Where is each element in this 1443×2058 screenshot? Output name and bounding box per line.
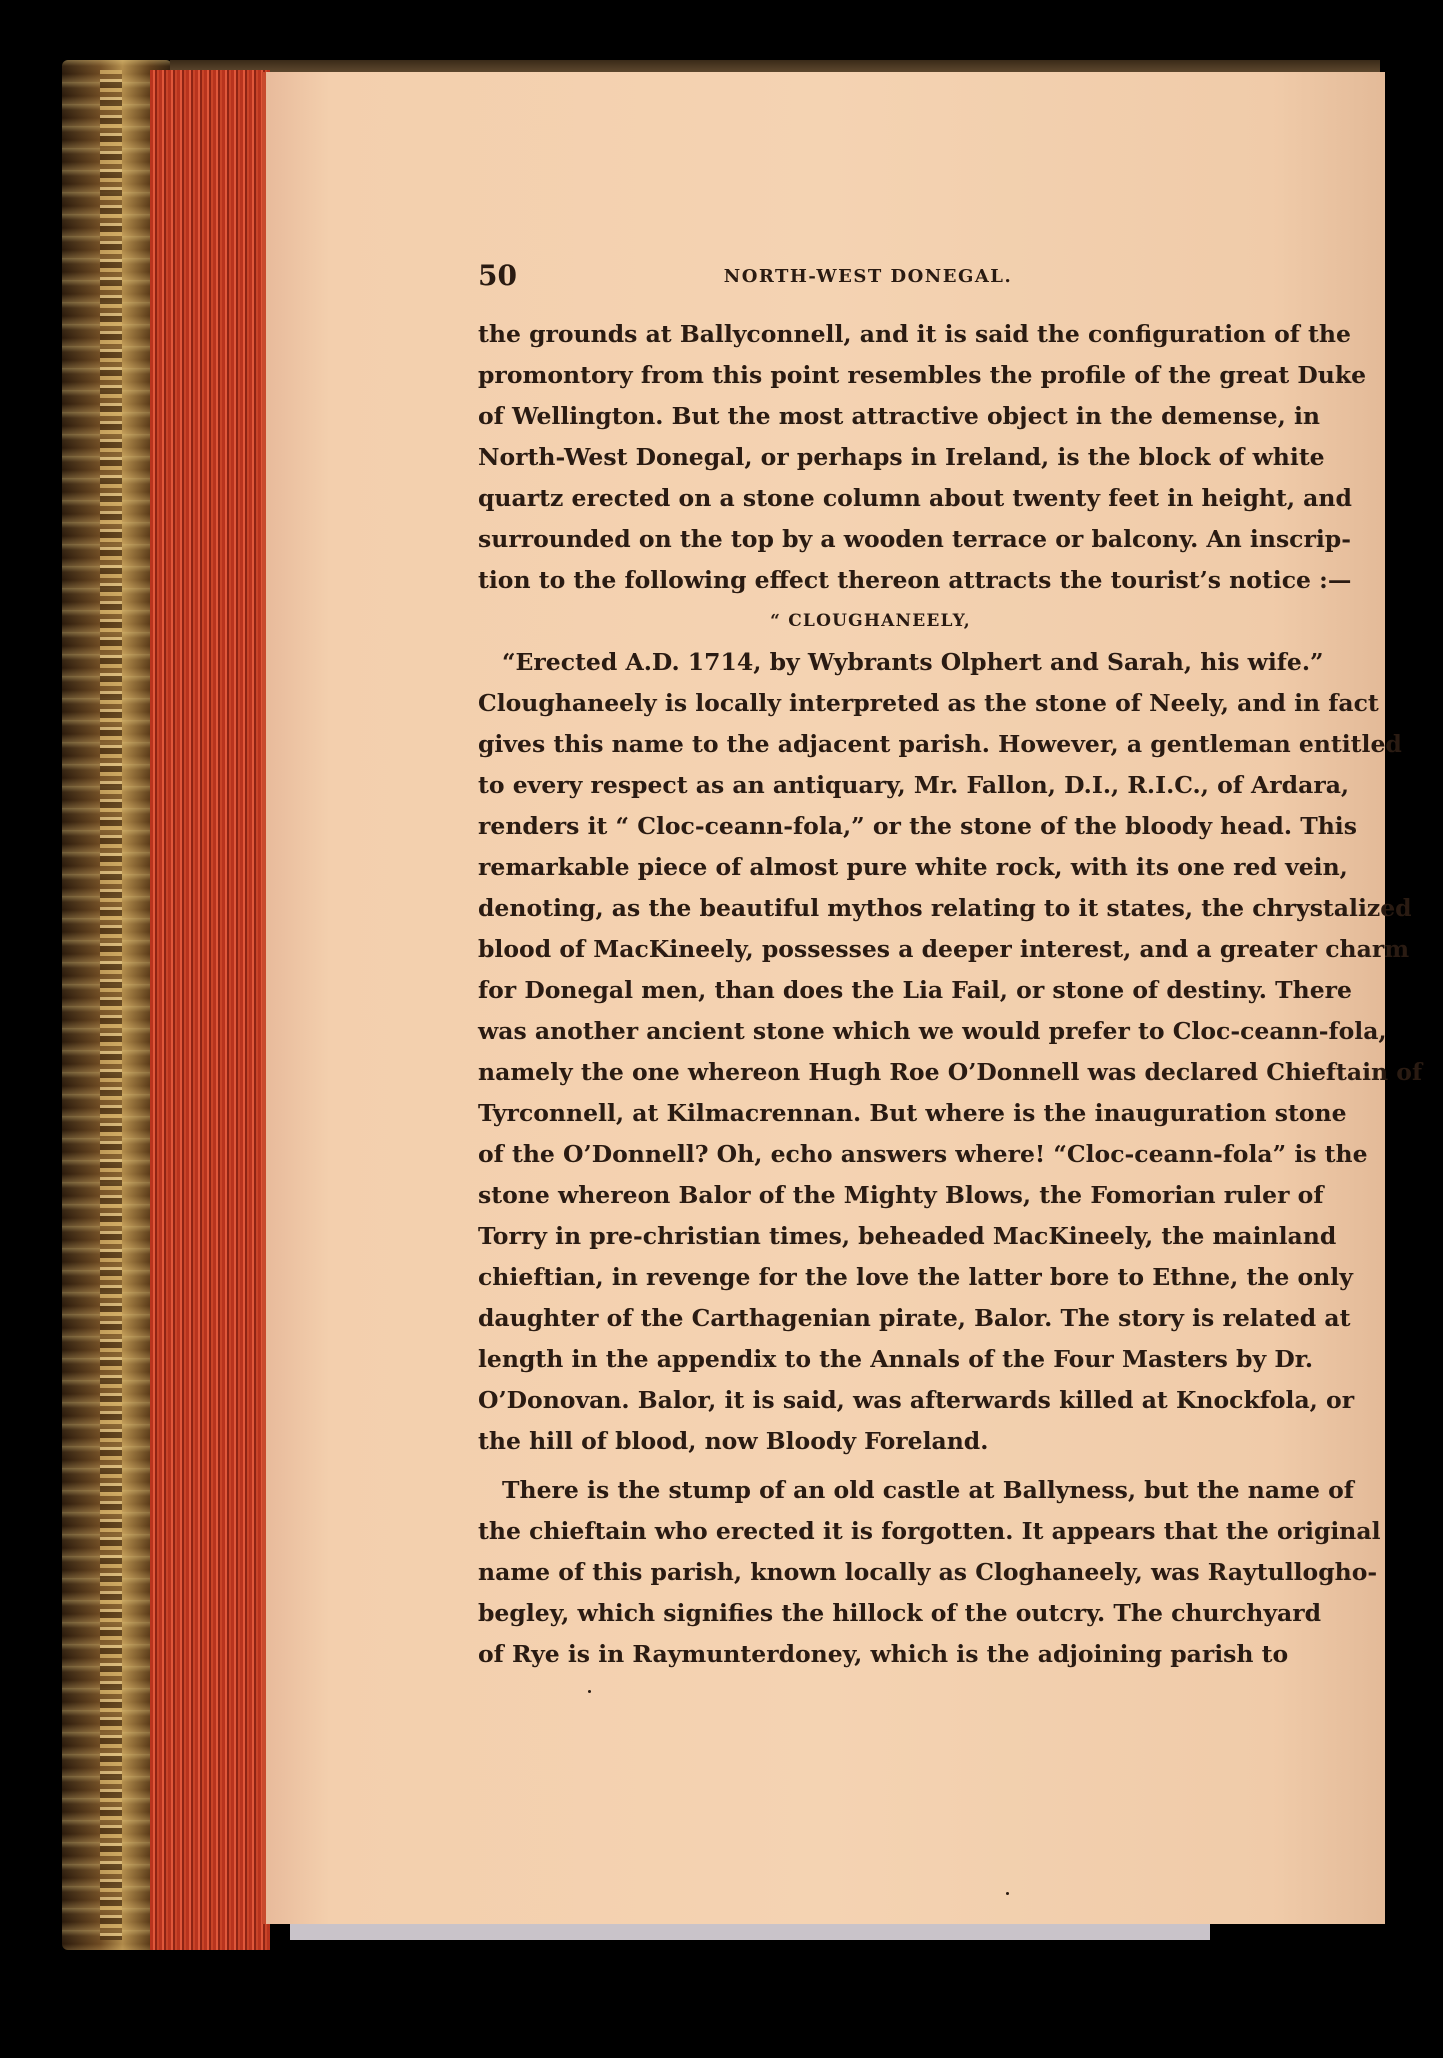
text-line: name of this parish, known locally as Cloghaneely, was Raytullogho- bbox=[478, 1558, 1378, 1586]
text-line: Torry in pre-christian times, beheaded MacKineely, the mainland bbox=[478, 1222, 1337, 1250]
text-line: North-West Donegal, or perhaps in Ireland, is the block of white bbox=[478, 443, 1325, 471]
text-line: Tyrconnell, at Kilmacrennan. But where is the inauguration stone bbox=[478, 1099, 1347, 1127]
text-line: remarkable piece of almost pure white rock, with its one red vein, bbox=[478, 853, 1348, 881]
text-line: namely the one whereon Hugh Roe O’Donnell was declared Chieftain of bbox=[478, 1058, 1423, 1086]
body-text bbox=[478, 314, 1423, 1675]
text-line: length in the appendix to the Annals of the Four Masters by Dr. bbox=[478, 1345, 1314, 1373]
text-line: quartz erected on a stone column about twenty feet in height, and bbox=[478, 484, 1352, 512]
text-line: tion to the following effect thereon attracts the tourist’s notice :— bbox=[478, 566, 1352, 594]
text-line: surrounded on the top by a wooden terrace or balcony. An inscrip- bbox=[478, 525, 1351, 553]
paper-speck bbox=[588, 1690, 591, 1693]
inscription-heading: “ CLOUGHANEELY, bbox=[770, 611, 971, 631]
page-edges bbox=[150, 70, 270, 1950]
text-line: daughter of the Carthagenian pirate, Balor. The story is related at bbox=[478, 1304, 1351, 1332]
text-line: chieftian, in revenge for the love the latter bore to Ethne, the only bbox=[478, 1263, 1353, 1291]
running-head-title: NORTH-WEST DONEGAL. bbox=[723, 266, 1013, 287]
text-line: “Erected A.D. 1714, by Wybrants Olphert and Sarah, his wife.” bbox=[502, 648, 1324, 676]
text-line: of Wellington. But the most attractive object in the demense, in bbox=[478, 402, 1320, 430]
text-line: stone whereon Balor of the Mighty Blows, the Fomorian ruler of bbox=[478, 1181, 1324, 1209]
text-line: the grounds at Ballyconnell, and it is said the configuration of the bbox=[478, 320, 1351, 348]
text-line: begley, which signifies the hillock of the outcry. The churchyard bbox=[478, 1599, 1322, 1627]
text-line: There is the stump of an old castle at Ballyness, but the name of bbox=[502, 1476, 1354, 1504]
running-head bbox=[478, 256, 1258, 296]
book-page bbox=[262, 72, 1423, 1924]
text-line: for Donegal men, than does the Lia Fail, or stone of destiny. There bbox=[478, 976, 1352, 1004]
paragraph-gap bbox=[478, 1462, 1263, 1470]
text-line: to every respect as an antiquary, Mr. Fallon, D.I., R.I.C., of Ardara, bbox=[478, 771, 1350, 799]
text-line: Cloughaneely is locally interpreted as the stone of Neely, and in fact bbox=[478, 689, 1379, 717]
text-line: of Rye is in Raymunterdoney, which is the adjoining parish to bbox=[478, 1640, 1289, 1668]
page-number: 50 bbox=[478, 259, 517, 292]
text-line: blood of MacKineely, possesses a deeper interest, and a greater charm bbox=[478, 935, 1410, 963]
text-line: the hill of blood, now Bloody Foreland. bbox=[478, 1427, 989, 1455]
text-line: renders it “ Cloc-ceann-fola,” or the stone of the bloody head. This bbox=[478, 812, 1357, 840]
spine-gilt-decoration bbox=[100, 70, 122, 1940]
text-line: denoting, as the beautiful mythos relating to it states, the chrystalized bbox=[478, 894, 1412, 922]
text-line: the chieftain who erected it is forgotten. It appears that the original bbox=[478, 1517, 1381, 1545]
text-line: gives this name to the adjacent parish. However, a gentleman entitled bbox=[478, 730, 1402, 758]
text-line: O’Donovan. Balor, it is said, was afterwards killed at Knockfola, or bbox=[478, 1386, 1355, 1414]
paper-speck bbox=[1006, 1892, 1009, 1895]
text-line: was another ancient stone which we would prefer to Cloc-ceann-fola, bbox=[478, 1017, 1387, 1045]
text-line: of the O’Donnell? Oh, echo answers where! “Cloc-ceann-fola” is the bbox=[478, 1140, 1368, 1168]
text-line: promontory from this point resembles the profile of the great Duke bbox=[478, 361, 1367, 389]
